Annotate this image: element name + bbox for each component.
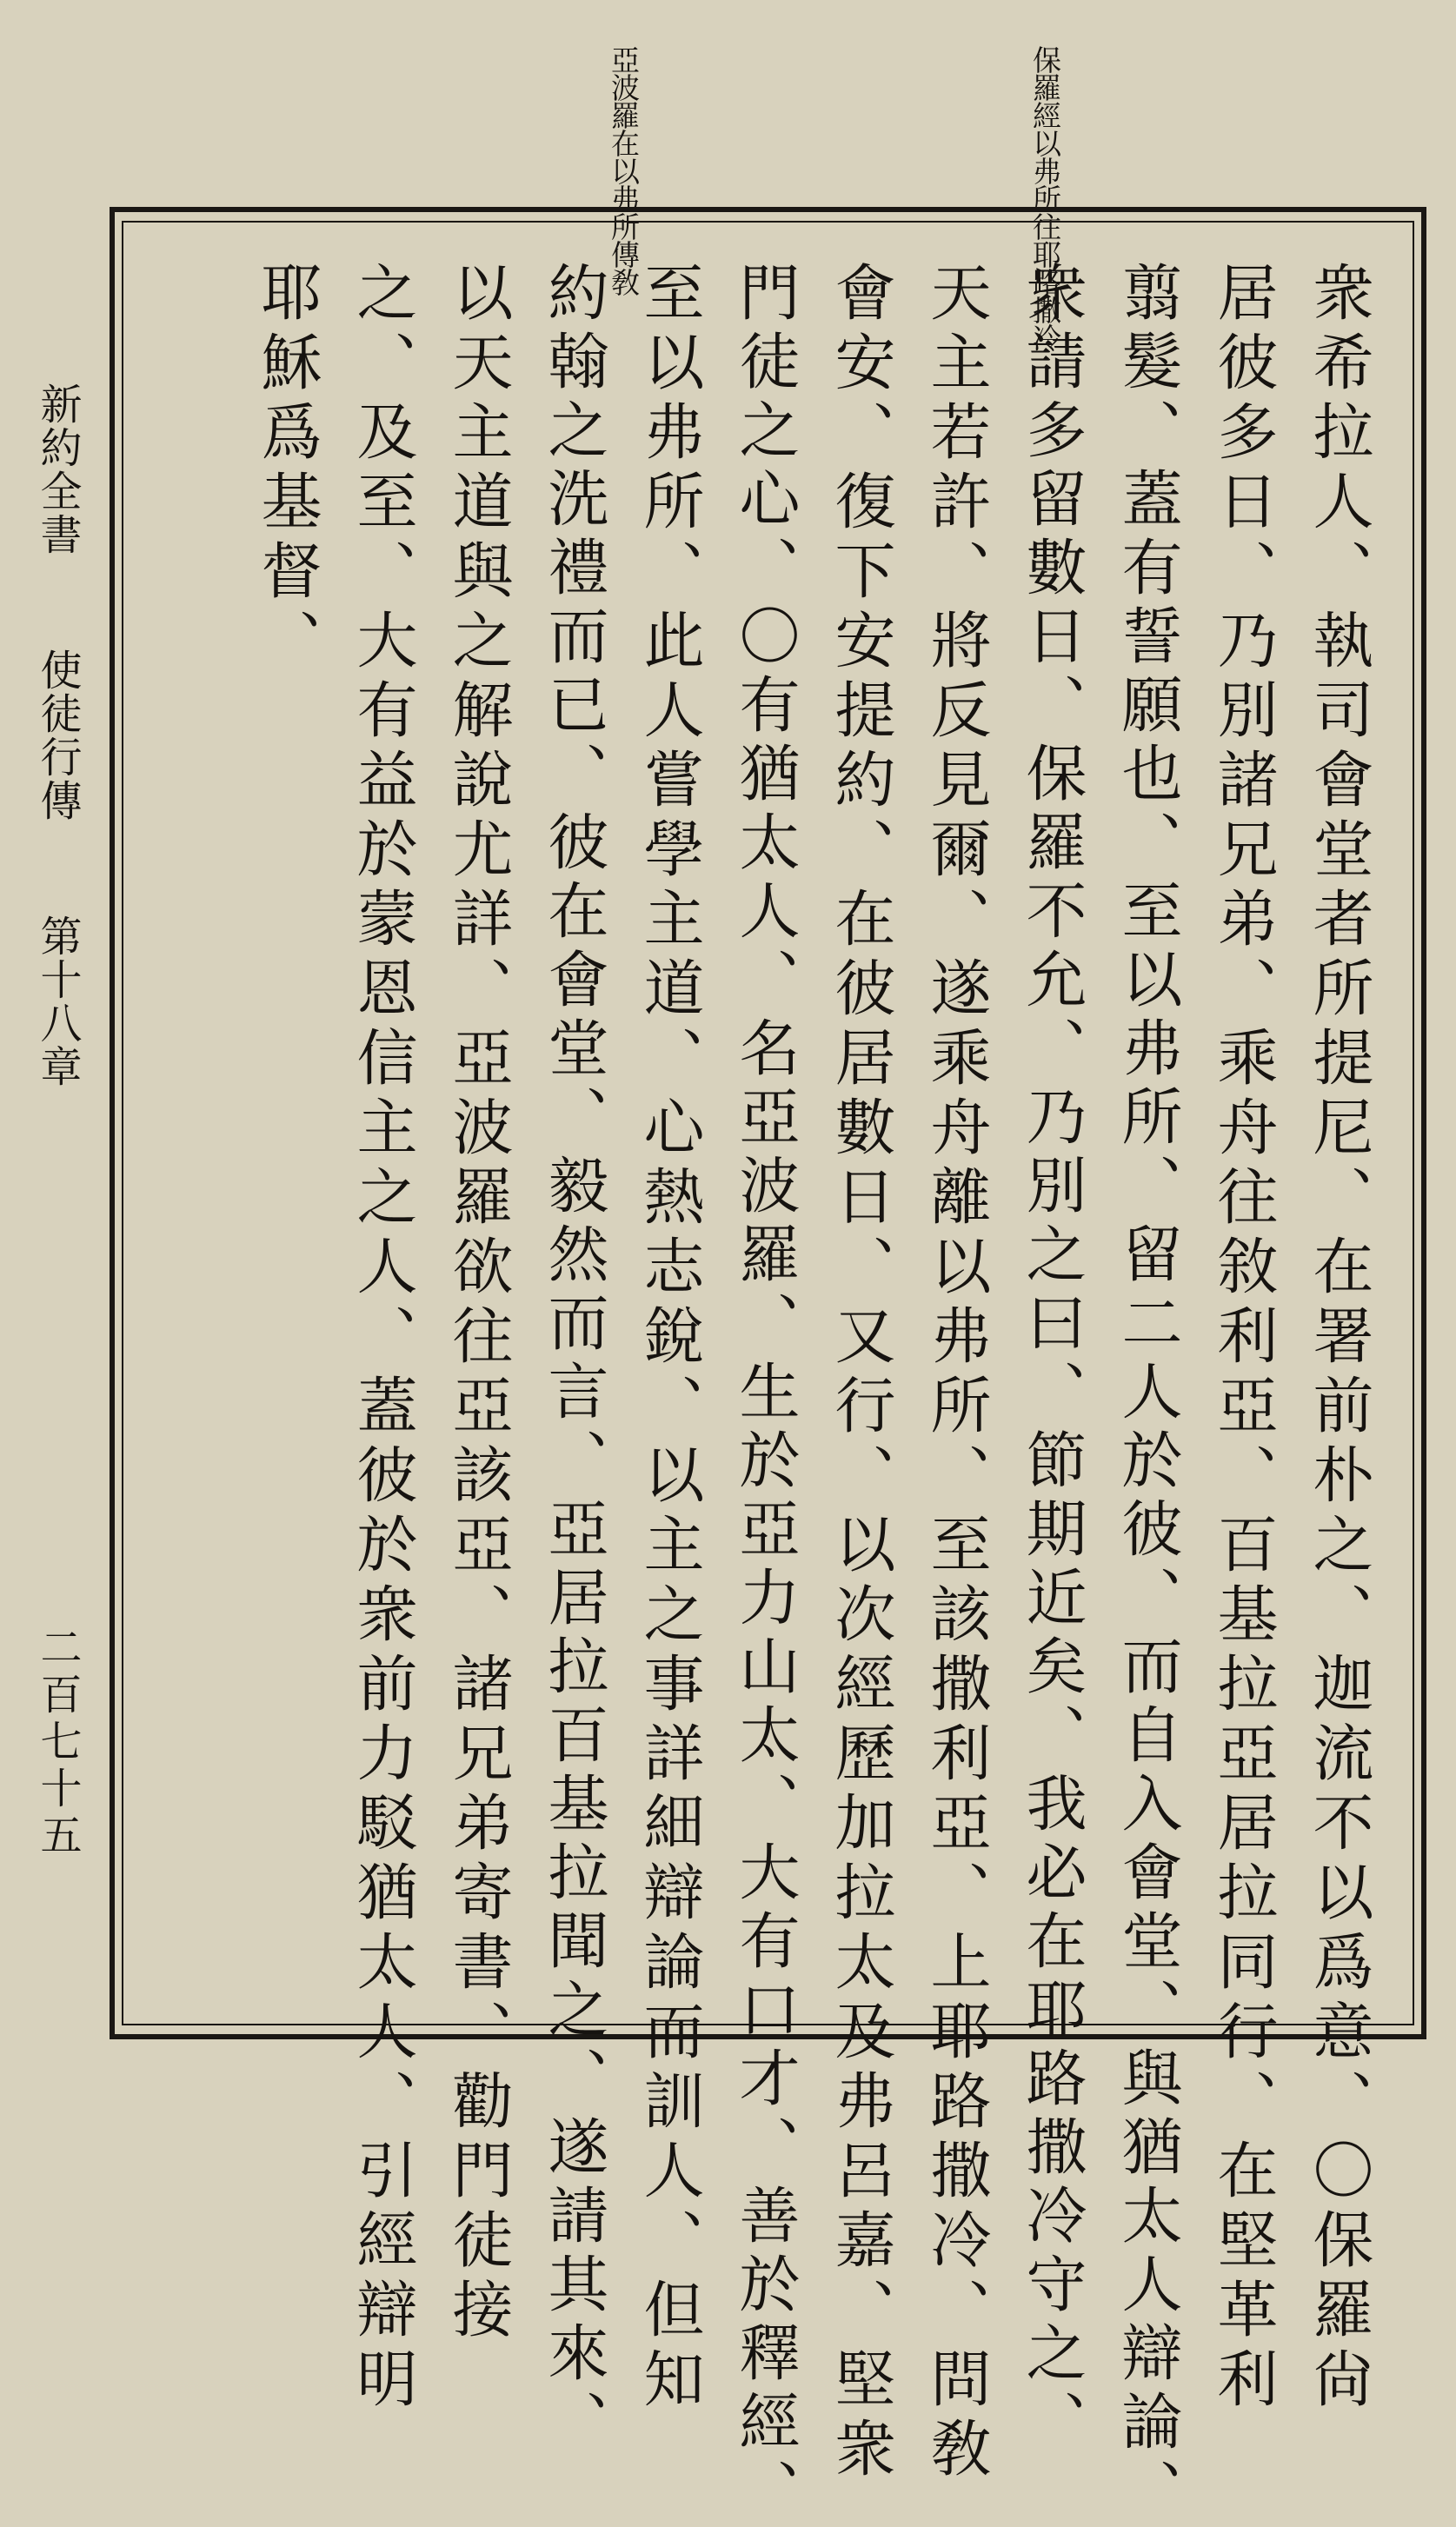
text-column-11: 之、及至、大有益於蒙恩信主之人、蓋彼於衆前力駁猶太人、引經辯明 (347, 261, 418, 2417)
text-column-9: 約翰之洗禮而已、彼在會堂、毅然而言、亞居拉百基拉聞之、遂請其來、 (538, 261, 609, 2458)
running-head-chapter: 第十八章 (33, 914, 82, 1088)
text-column-12: 耶穌爲基督、 (251, 261, 322, 678)
text-column-3: 翦髮、蓋有誓願也、至以弗所、留二人於彼、而自入會堂、與猶太人辯論、 (1112, 261, 1183, 2527)
text-column-5: 天主若許、將反見爾、遂乘舟離以弗所、至該撒利亞、上耶路撒冷、問敎 (921, 261, 992, 2486)
text-column-8: 至以弗所、此人嘗學主道、心熱志銳、以主之事詳細辯論而訓人、但知 (634, 261, 705, 2417)
text-column-10: 以天主道與之解說尤詳、亞波羅欲往亞該亞、諸兄弟寄書、勸門徒接 (442, 261, 514, 2347)
running-head (33, 382, 82, 1130)
headnote-apollos: 亞波羅在以弗所傳敎 (607, 45, 641, 296)
text-column-6: 會安、復下安提約、在彼居數日、又行、以次經歷加拉太及弗呂嘉、堅衆 (825, 261, 896, 2486)
running-head-title: 新約全書 (33, 382, 82, 556)
text-column-1: 衆希拉人、執司會堂者所提尼、在署前朴之、迦流不以爲意、〇保羅尙 (1303, 261, 1374, 2417)
text-column-4: 衆請多留數日、保羅不允、乃別之曰、節期近矣、我必在耶路撒冷守之、 (1016, 261, 1087, 2458)
headnote-paul-journey: 保羅經以弗所往耶路撒冷 (1028, 45, 1062, 351)
text-column-2: 居彼多日、乃別諸兄弟、乘舟往敘利亞、百基拉亞居拉同行、在堅革利 (1207, 261, 1279, 2417)
text-column-7: 門徒之心、〇有猶太人、名亞波羅、生於亞力山太、大有口才、善於釋經、 (729, 261, 801, 2527)
running-head-book: 使徒行傳 (33, 648, 82, 822)
page-number: 二百七十五 (33, 1626, 82, 1860)
